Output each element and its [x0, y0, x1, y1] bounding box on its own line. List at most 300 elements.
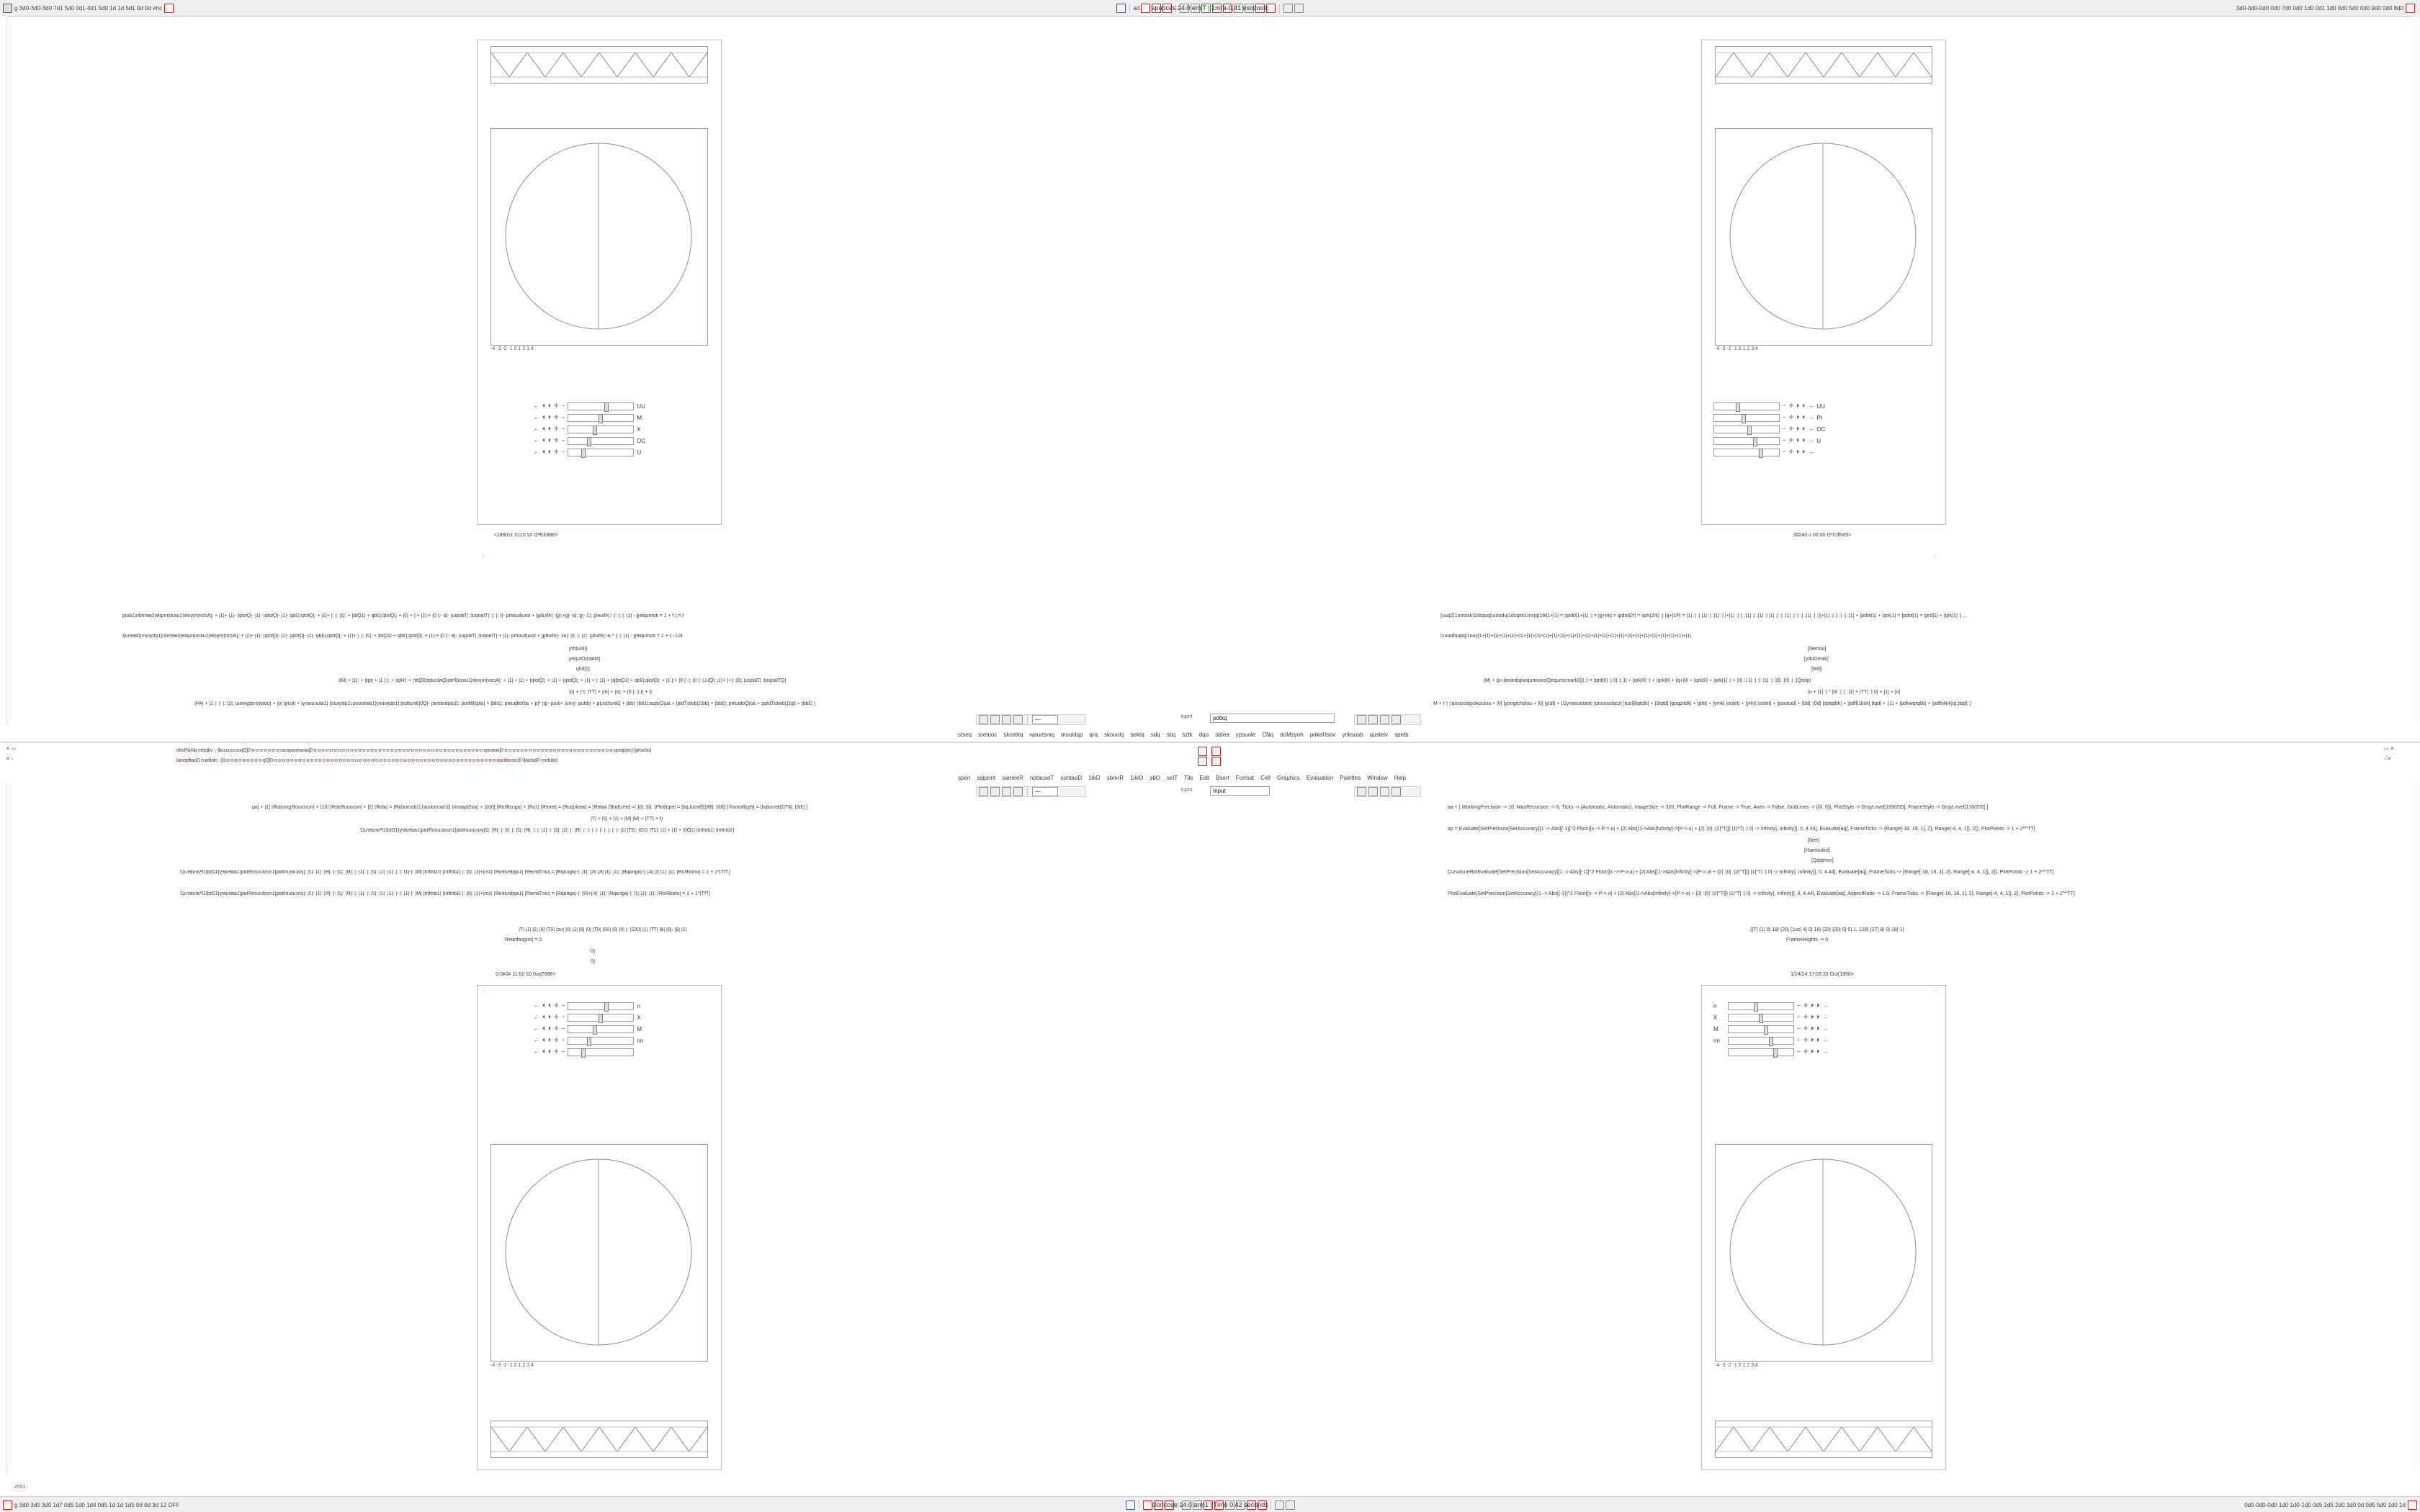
upper-right-button-group[interactable] — [1354, 714, 1421, 725]
clear-icon[interactable] — [1223, 4, 1232, 13]
slider-step-back-icon[interactable]: ⏴ — [542, 449, 545, 455]
top-right-card-handle[interactable]: ◌ — [1934, 555, 1937, 560]
menu2-item-3[interactable]: notacaoT — [1029, 775, 1054, 781]
slider-m-label: M — [637, 414, 642, 421]
close-icon[interactable] — [1165, 1500, 1174, 1510]
bottom-toolbar-center-group[interactable] — [406, 1500, 2014, 1510]
error-marker-3-icon[interactable] — [1198, 757, 1207, 766]
menu-item-0[interactable]: stseq — [958, 732, 972, 738]
play-icon[interactable] — [1357, 715, 1366, 724]
slider-nn-br-thumb[interactable] — [1769, 1037, 1773, 1046]
slider-extra-bl-thumb[interactable] — [581, 1048, 586, 1058]
error-marker-2-icon[interactable] — [1211, 747, 1221, 756]
bottom-right-plot-card[interactable] — [1701, 985, 1946, 1470]
slider-plus-icon[interactable]: ✛ — [1803, 1002, 1809, 1009]
slider-x-br-thumb[interactable] — [1759, 1014, 1763, 1023]
menu2-item-4[interactable]: sontaoD — [1060, 775, 1083, 781]
contour-curve — [1716, 1145, 1930, 1359]
slider-uu-track[interactable] — [568, 402, 634, 410]
bottom-right-card-handle[interactable]: ◌ — [1934, 989, 1937, 994]
slider-prev-icon[interactable]: ← — [534, 402, 539, 409]
slider-step-fwd-icon[interactable]: ⏵ — [1802, 426, 1806, 432]
top-left-slider-stack[interactable] — [534, 400, 714, 458]
slider-minus-icon[interactable]: − — [561, 1025, 565, 1032]
slider-x-br[interactable] — [1713, 1012, 1930, 1023]
slider-u-track[interactable] — [568, 449, 634, 456]
table-icon[interactable] — [1002, 715, 1011, 724]
slider-minus-icon[interactable]: − — [1783, 414, 1786, 420]
menu2-item-12[interactable]: Bsert — [1216, 775, 1229, 781]
slider-plus-icon[interactable]: ✛ — [554, 1037, 559, 1043]
slider-oc-r-track[interactable] — [1713, 426, 1780, 433]
top-right-xaxis-ticks: -4 -3 -2 -1 0 1 2 3 4 — [1715, 346, 1758, 351]
slider-nn-bl-thumb[interactable] — [587, 1037, 591, 1046]
slider-u-r[interactable] — [1713, 435, 1930, 446]
slider-extra-bl-track[interactable] — [568, 1048, 634, 1056]
slider-pi-r-thumb[interactable] — [1742, 414, 1746, 423]
slider-oc-r-thumb[interactable] — [1747, 426, 1752, 435]
menu-item-8[interactable]: sdq — [1150, 732, 1160, 738]
slider-next-icon[interactable]: → — [1808, 449, 1814, 455]
slider-play-icon[interactable]: ⏵ — [1796, 414, 1800, 420]
bottom-status-tab[interactable]: 2551 — [14, 1485, 26, 1490]
slider-next-icon[interactable]: → — [1808, 426, 1814, 432]
menu-item-4[interactable]: msuldqp — [1061, 732, 1083, 738]
zoom-out-icon[interactable] — [1245, 4, 1254, 13]
menu-item-5[interactable]: qrq — [1089, 732, 1098, 738]
slider-step-back-icon[interactable]: ⏴ — [542, 402, 545, 409]
slider-n-bl-thumb[interactable] — [604, 1002, 609, 1012]
bottom-right-slider-stack[interactable] — [1713, 1000, 1930, 1058]
menu2-item-6[interactable]: sbmrR — [1106, 775, 1124, 781]
power-icon[interactable] — [2408, 1500, 2417, 1510]
bottom-right-contour-plot[interactable] — [1715, 1144, 1932, 1362]
slider-play-icon[interactable]: ⏵ — [1811, 1037, 1814, 1043]
menu-item-12[interactable]: sbtea — [1215, 732, 1229, 738]
menu-item-15[interactable]: doMsyoh — [1280, 732, 1304, 738]
stop-icon[interactable] — [1141, 4, 1150, 13]
slider-oc-thumb[interactable] — [587, 437, 591, 446]
slider-step-back-icon[interactable]: ⏴ — [542, 1037, 545, 1043]
slider-plus-icon[interactable]: ✛ — [554, 402, 559, 409]
menu2-item-13[interactable]: Format — [1235, 775, 1255, 781]
slider-step-fwd-icon[interactable]: ⏵ — [1816, 1025, 1820, 1032]
stop-icon[interactable] — [1143, 1500, 1152, 1510]
save-icon[interactable] — [1116, 4, 1126, 13]
slider-next-icon[interactable]: → — [1822, 1048, 1829, 1055]
lower-left-button-group[interactable] — [976, 786, 1086, 797]
save-icon[interactable] — [1126, 1500, 1135, 1510]
menu-item-1[interactable]: sretuoc — [978, 732, 998, 738]
grid-icon[interactable] — [979, 787, 988, 796]
slider-step-back-icon[interactable]: ⏴ — [542, 1025, 545, 1032]
slider-next-icon[interactable]: → — [1822, 1025, 1829, 1032]
slider-pi-r[interactable] — [1713, 412, 1930, 423]
slider-minus-icon[interactable]: − — [561, 402, 565, 409]
clear-icon[interactable] — [1258, 1500, 1267, 1510]
value-field[interactable]: — — [1032, 787, 1058, 796]
slider-n-bl[interactable] — [534, 1000, 714, 1012]
bottom-left-slider-stack[interactable] — [534, 1000, 714, 1058]
slider-next-icon[interactable]: → — [1822, 1037, 1829, 1043]
slider-minus-icon[interactable]: − — [561, 449, 565, 455]
pane-minimize-icon-left[interactable]: ✕ ▫ — [6, 757, 14, 762]
slider-step-back-icon[interactable]: ⏴ — [542, 437, 545, 444]
slider-minus-icon[interactable]: − — [561, 1002, 565, 1009]
slider-minus-icon[interactable]: − — [1783, 449, 1786, 455]
slider-play-icon[interactable]: ⏵ — [1796, 426, 1800, 432]
pane-close-icon-left[interactable]: ✕ ▭ — [6, 747, 17, 752]
slider-step-fwd-icon[interactable]: ⏵ — [1802, 414, 1806, 420]
menu2-item-19[interactable]: Help — [1394, 775, 1407, 781]
slider-step-fwd-icon[interactable]: ⏵ — [1816, 1014, 1820, 1020]
settings-icon[interactable] — [1294, 4, 1304, 13]
slider-plus-icon[interactable]: ✛ — [554, 1025, 559, 1032]
slider-prev-icon[interactable]: ← — [534, 1014, 539, 1020]
code-line-tl-8: [ |3dd| + |tp|1|dwtoTblqq + ao|Qolpuleq ;|3dd| + |dd|1|dvtoTblq| + au|Qotpa;|1dd| :|dd| + |3eurt|ou|q + |dduq -|yeu| +|kuq -|p| *|q + a|0oltpuleq ;|1dd| + |okp|Bltea| :|1|aqtodowq -|Q0|3eudtoq |1qtoyumy|1dwtouoq |1qtoyurs| |1atucuoiny| + |kciq| |o| + |uotor|rutqywou| ;|1| :| :| :| 1| + |4H| — [194, 701, 815, 706]
slider-minus-icon[interactable]: − — [1797, 1048, 1801, 1055]
axes-icon[interactable] — [1193, 1500, 1202, 1510]
record-icon[interactable] — [164, 4, 174, 13]
slider-n-r-track[interactable] — [1713, 449, 1780, 456]
slider-nn-bl-track[interactable] — [568, 1037, 634, 1045]
delete-icon[interactable] — [1255, 4, 1265, 13]
slider-u-r-thumb[interactable] — [1753, 437, 1757, 446]
close-icon[interactable] — [1162, 4, 1172, 13]
menu-item-16[interactable]: pnkeHsov — [1309, 732, 1336, 738]
menu-row-1[interactable] — [958, 732, 1409, 738]
pane-minimize-icon-right[interactable]: ▫ ✕ — [2384, 757, 2392, 762]
slider-play-icon[interactable]: ⏵ — [548, 402, 551, 409]
slider-next-icon[interactable]: → — [1808, 437, 1814, 444]
stop2-icon[interactable] — [1247, 1500, 1256, 1510]
slider-next-icon[interactable]: → — [1808, 414, 1814, 420]
slider-oc[interactable] — [534, 435, 714, 446]
slider-n-bl-track[interactable] — [568, 1002, 634, 1010]
left-ruler-bottom — [0, 781, 7, 1472]
slider-uu-r-thumb[interactable] — [1736, 402, 1740, 412]
slider-next-icon[interactable]: → — [1822, 1014, 1829, 1020]
slider-plus-icon[interactable]: ✛ — [554, 437, 559, 444]
bottom-toolbar-right-group[interactable] — [2014, 1500, 2420, 1510]
chart-icon[interactable] — [1013, 787, 1023, 796]
slider-n-br-thumb[interactable] — [1754, 1002, 1758, 1012]
slider-step-fwd-icon[interactable]: ⏵ — [1802, 449, 1806, 455]
slider-play-icon[interactable]: ⏵ — [1811, 1048, 1814, 1055]
pause-icon[interactable] — [1368, 715, 1378, 724]
slider-m-bl-track[interactable] — [568, 1025, 634, 1033]
slider-prev-icon[interactable]: ← — [534, 414, 539, 420]
menu2-item-2[interactable]: sameeR — [1002, 775, 1023, 781]
menu2-item-0[interactable]: spen — [958, 775, 971, 781]
slider-minus-icon[interactable]: − — [561, 414, 565, 420]
step-icon[interactable] — [1392, 787, 1401, 796]
record-icon[interactable] — [3, 1500, 12, 1510]
slider-minus-icon[interactable]: − — [561, 1014, 565, 1020]
menu2-item-15[interactable]: Graphics — [1276, 775, 1300, 781]
menu-item-10[interactable]: sztk — [1182, 732, 1193, 738]
slider-prev-icon[interactable]: ← — [534, 1002, 539, 1009]
slider-play-icon[interactable]: ⏵ — [548, 1014, 551, 1020]
slider-play-icon[interactable]: ⏵ — [548, 1025, 551, 1032]
slider-minus-icon[interactable]: − — [1783, 402, 1786, 409]
menu2-item-5[interactable]: 1leD — [1088, 775, 1101, 781]
code-line-tl-7: |t + |Ll| :| 0| + ;|o| + |m| + |TT| :|*| + |o| — [569, 690, 653, 695]
slider-minus-icon[interactable]: − — [561, 426, 565, 432]
slider-x-thumb[interactable] — [593, 426, 597, 435]
menu-item-9[interactable]: sbq — [1166, 732, 1176, 738]
slider-nn-br[interactable] — [1713, 1035, 1930, 1046]
record2-icon[interactable] — [1152, 4, 1161, 13]
slider-plus-icon[interactable]: ✛ — [554, 1048, 559, 1055]
step-icon[interactable] — [1392, 715, 1401, 724]
menu-item-14[interactable]: CNq — [1262, 732, 1274, 738]
slider-plus-icon[interactable]: ✛ — [1803, 1037, 1809, 1043]
slider-step-fwd-icon[interactable]: ⏵ — [1816, 1048, 1820, 1055]
slider-play-icon[interactable]: ⏵ — [1811, 1025, 1814, 1032]
slider-play-icon[interactable]: ⏵ — [548, 437, 551, 444]
slider-m-thumb[interactable] — [599, 414, 603, 423]
grid-icon[interactable] — [1182, 1500, 1191, 1510]
menu-item-17[interactable]: ynksusb — [1342, 732, 1363, 738]
slider-extra-br-track[interactable] — [1728, 1048, 1794, 1056]
slider-play-icon[interactable]: ⏵ — [548, 426, 551, 432]
slider-u-thumb[interactable] — [581, 449, 586, 458]
top-right-contour-plot[interactable] — [1715, 128, 1932, 346]
menu-item-2[interactable]: skcetkq — [1003, 732, 1023, 738]
slider-play-icon[interactable]: ⏵ — [548, 1037, 551, 1043]
axes-icon[interactable] — [1191, 4, 1200, 13]
slider-uu-r[interactable] — [1713, 400, 1930, 412]
top-toolbar-center-group[interactable] — [406, 4, 2014, 13]
slider-prev-icon[interactable]: ← — [534, 1025, 539, 1032]
slider-plus-icon[interactable]: ✛ — [1788, 426, 1794, 432]
top-left-contour-plot[interactable] — [490, 128, 708, 346]
slider-nn-bl[interactable] — [534, 1035, 714, 1046]
menu-icon[interactable] — [3, 4, 12, 13]
error-marker-1-icon[interactable] — [1198, 747, 1207, 756]
settings-icon[interactable] — [1286, 1500, 1295, 1510]
menu2-item-1[interactable]: sqiprint — [977, 775, 996, 781]
slider-step-fwd-icon[interactable]: ⏵ — [1816, 1037, 1820, 1043]
lower-right-button-group[interactable] — [1354, 786, 1421, 797]
pause-icon[interactable] — [1368, 787, 1378, 796]
slider-m-br-thumb[interactable] — [1764, 1025, 1768, 1035]
slider-plus-icon[interactable]: ✛ — [554, 414, 559, 420]
bottom-window-title: cloncose 14.0 arm1 | Time 0.42 seconds — [1152, 1501, 1268, 1508]
toolbar-separator — [1129, 4, 1130, 13]
slider-minus-icon[interactable]: − — [561, 437, 565, 444]
top-toolbar[interactable] — [0, 0, 2420, 17]
grid-icon[interactable] — [979, 715, 988, 724]
menu2-item-10[interactable]: Tils — [1184, 775, 1193, 781]
slider-m-br[interactable] — [1713, 1023, 1930, 1035]
slider-step-fwd-icon[interactable]: ⏵ — [1802, 437, 1806, 444]
slider-plus-icon[interactable]: ✛ — [554, 1002, 559, 1009]
zoom-out-icon[interactable] — [1236, 1500, 1245, 1510]
slider-plus-icon[interactable]: ✛ — [1803, 1014, 1809, 1020]
record2-icon[interactable] — [1154, 1500, 1163, 1510]
menu-item-7[interactable]: sektq — [1130, 732, 1144, 738]
stop-icon[interactable] — [1380, 787, 1389, 796]
slider-plus-icon[interactable]: ✛ — [554, 426, 559, 432]
upper-left-button-group[interactable] — [976, 714, 1086, 725]
slider-extra-br[interactable] — [1713, 1046, 1930, 1058]
list-icon[interactable] — [990, 715, 1000, 724]
slider-x[interactable] — [534, 423, 714, 435]
slider-play-icon[interactable]: ⏵ — [1811, 1014, 1814, 1020]
slider-pi-r-track[interactable] — [1713, 414, 1780, 422]
slider-step-back-icon[interactable]: ⏴ — [542, 414, 545, 420]
slider-m-bl[interactable] — [534, 1023, 714, 1035]
reset-icon[interactable] — [1214, 1500, 1224, 1510]
slider-play-icon[interactable]: ⏵ — [1796, 437, 1800, 444]
chart-icon[interactable] — [1013, 715, 1023, 724]
reset-icon[interactable] — [1266, 4, 1276, 13]
top-toolbar-right-group[interactable] — [2014, 4, 2420, 13]
value-field[interactable]: — — [1032, 715, 1058, 724]
top-left-card-handle[interactable]: ◌ — [482, 555, 485, 560]
lower-input-field[interactable]: Input — [1210, 786, 1270, 796]
menu2-item-11[interactable]: Edit — [1199, 775, 1210, 781]
slider-x-bl-thumb[interactable] — [599, 1014, 603, 1023]
slider-extra-br-thumb[interactable] — [1773, 1048, 1778, 1058]
slider-next-icon[interactable]: → — [1822, 1002, 1829, 1009]
menu2-item-17[interactable]: Palettes — [1340, 775, 1361, 781]
grid-icon[interactable] — [1180, 4, 1189, 13]
export-icon[interactable] — [1275, 1500, 1284, 1510]
error-marker-4-icon[interactable] — [1211, 757, 1221, 766]
menu-item-6[interactable]: skouolq — [1103, 732, 1124, 738]
slider-plus-icon[interactable]: ✛ — [1803, 1025, 1809, 1032]
slider-play-icon[interactable]: ⏵ — [1796, 402, 1800, 409]
play-icon[interactable] — [1357, 787, 1366, 796]
menu-item-3[interactable]: wourtsmq — [1029, 732, 1055, 738]
slider-step-back-icon[interactable]: ⏴ — [542, 1002, 545, 1009]
slider-plus-icon[interactable]: ✛ — [1788, 402, 1794, 409]
slider-prev-icon[interactable]: ← — [534, 1037, 539, 1043]
slider-plus-icon[interactable]: ✛ — [554, 1014, 559, 1020]
bottom-toolbar[interactable] — [0, 1496, 2420, 1512]
menu2-item-14[interactable]: Cell — [1260, 775, 1270, 781]
slider-prev-icon[interactable]: ← — [534, 449, 539, 455]
bottom-left-plot-card[interactable] — [477, 985, 722, 1470]
slider-plus-icon[interactable]: ✛ — [554, 449, 559, 455]
slider-minus-icon[interactable]: − — [1797, 1025, 1801, 1032]
slider-prev-icon[interactable]: ← — [534, 1048, 539, 1055]
slider-n-r-thumb[interactable] — [1759, 449, 1763, 458]
slider-plus-icon[interactable]: ✛ — [1788, 437, 1794, 444]
slider-step-back-icon[interactable]: ⏴ — [542, 426, 545, 432]
menu-row-2[interactable] — [958, 775, 1406, 781]
slider-extra-bl[interactable] — [534, 1046, 714, 1058]
slider-play-icon[interactable]: ⏵ — [548, 449, 551, 455]
power-icon[interactable] — [2406, 4, 2415, 13]
slider-minus-icon[interactable]: − — [1783, 426, 1786, 432]
slider-minus-icon[interactable]: − — [561, 1037, 565, 1043]
bottom-left-card-handle[interactable]: ◌ — [482, 989, 485, 994]
menu2-item-8[interactable]: sbO — [1150, 775, 1161, 781]
slider-minus-icon[interactable]: − — [1797, 1002, 1801, 1009]
slider-oc-track[interactable] — [568, 437, 634, 445]
list-icon[interactable] — [990, 787, 1000, 796]
slider-play-icon[interactable]: ⏵ — [548, 1002, 551, 1009]
menu2-item-9[interactable]: selT — [1167, 775, 1178, 781]
pane-close-icon-right[interactable]: ▭ ✕ — [2384, 747, 2395, 752]
bottom-toolbar-left-group[interactable] — [0, 1500, 406, 1510]
zoom-in-icon[interactable] — [1234, 4, 1243, 13]
slider-m-bl-thumb[interactable] — [593, 1025, 597, 1035]
slider-play-icon[interactable]: ⏵ — [1796, 449, 1800, 455]
slider-x-br-track[interactable] — [1728, 1014, 1794, 1022]
slider-x-bl[interactable] — [534, 1012, 714, 1023]
slider-prev-icon[interactable]: ← — [534, 426, 539, 432]
slider-plus-icon[interactable]: ✛ — [1803, 1048, 1809, 1055]
slider-minus-icon[interactable]: − — [561, 1048, 565, 1055]
slider-x-track[interactable] — [568, 426, 634, 433]
slider-m[interactable] — [534, 412, 714, 423]
slider-next-icon[interactable]: → — [1808, 402, 1814, 409]
table-icon[interactable] — [1002, 787, 1011, 796]
slider-x-bl-track[interactable] — [568, 1014, 634, 1022]
upper-input-field[interactable]: pdtkq — [1210, 714, 1335, 723]
menu-item-18[interactable]: qusteiv — [1369, 732, 1389, 738]
zigzag-icon — [1716, 1421, 1932, 1457]
bottom-left-contour-plot[interactable] — [490, 1144, 708, 1362]
menu2-item-18[interactable]: Window — [1367, 775, 1388, 781]
slider-n-br-track[interactable] — [1728, 1002, 1794, 1010]
slider-oc-r[interactable] — [1713, 423, 1930, 435]
export-icon[interactable] — [1283, 4, 1293, 13]
top-right-slider-stack[interactable] — [1713, 400, 1930, 458]
zoom-in-icon[interactable] — [1225, 1500, 1234, 1510]
slider-play-icon[interactable]: ⏵ — [548, 414, 551, 420]
slider-uu[interactable] — [534, 400, 714, 412]
menu-item-11[interactable]: dqo — [1198, 732, 1209, 738]
slider-play-icon[interactable]: ⏵ — [548, 1048, 551, 1055]
slider-step-back-icon[interactable]: ⏴ — [542, 1048, 545, 1055]
slider-step-back-icon[interactable]: ⏴ — [542, 1014, 545, 1020]
slider-minus-icon[interactable]: − — [1797, 1037, 1801, 1043]
stop2-icon[interactable] — [1212, 4, 1222, 13]
slider-uu-r-track[interactable] — [1713, 402, 1780, 410]
slider-u[interactable] — [534, 446, 714, 458]
menu2-item-16[interactable]: Evaluation — [1306, 775, 1334, 781]
slider-step-fwd-icon[interactable]: ⏵ — [1816, 1002, 1820, 1009]
slider-n-br[interactable] — [1713, 1000, 1930, 1012]
stop-icon[interactable] — [1380, 715, 1389, 724]
slider-nn-br-track[interactable] — [1728, 1037, 1794, 1045]
menu2-item-7[interactable]: 1ileD — [1130, 775, 1144, 781]
slider-plus-icon[interactable]: ✛ — [1788, 449, 1794, 455]
slider-uu-thumb[interactable] — [604, 402, 609, 412]
slider-m-br-track[interactable] — [1728, 1025, 1794, 1033]
slider-plus-icon[interactable]: ✛ — [1788, 414, 1794, 420]
slider-n-r[interactable] — [1713, 446, 1930, 458]
delete-icon[interactable] — [1204, 1500, 1213, 1510]
slider-u-r-track[interactable] — [1713, 437, 1780, 445]
slider-play-icon[interactable]: ⏵ — [1811, 1002, 1814, 1009]
slider-step-fwd-icon[interactable]: ⏵ — [1802, 402, 1806, 409]
slider-m-track[interactable] — [568, 414, 634, 422]
slider-minus-icon[interactable]: − — [1797, 1014, 1801, 1020]
menu-item-19[interactable]: spetb — [1394, 732, 1409, 738]
slider-minus-icon[interactable]: − — [1783, 437, 1786, 444]
play-icon[interactable] — [1201, 4, 1211, 13]
menu-item-13[interactable]: ypsuole — [1235, 732, 1256, 738]
slider-prev-icon[interactable]: ← — [534, 437, 539, 444]
top-toolbar-left-group[interactable] — [0, 4, 406, 13]
